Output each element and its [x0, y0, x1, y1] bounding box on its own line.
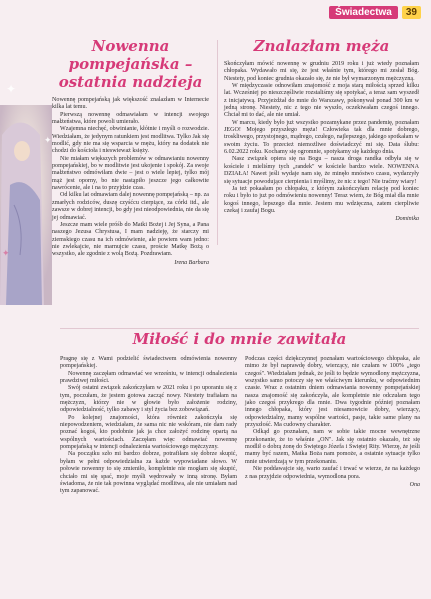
sparkle-icon: ✦ [6, 82, 17, 96]
paragraph: Po kolejnej znajomości, która również zakończyła się niepowodzeniem, wiedziałam, że sama nic nie wskóram, nie dam rady poznać kogoś, kto podobnie jak ja chce założyć rodzinę opartą na wspólnych wartościach. Zaczęłam więc odmawiać nowennę pompejańską w intencji odnalezienia wartościowego mężczyzny. [60, 414, 237, 451]
paragraph: W marcu, kiedy było już wszystko pozamykane przez pandemię, poznałam JEGO! Mojego przyszłego męża! Człowieka tak dla mnie dobrego, troskliwego, przystojnego, mądrego, czułego, najlepszego, jakiego spotkałam w swoim życiu. To przecież niemożliwe doświadczyć mi się. Data ślubu: 6.02.2022 roku. Kochamy się ogromnie, spotykamy się każdego dnia. [224, 119, 419, 156]
paragraph: Swój ostatni związek zakończyłam w 2021 roku i po uporaniu się z tym, poczułam, że jestem gotowa zacząć nowy. Niestety trafiałam na mężczyzn, którzy nie w głowie było założenie rodziny, odpowiedzialność, tylko zabawy i styl życia bez zobowiązań. [60, 385, 237, 414]
column-divider [217, 40, 218, 245]
paragraph: Skończyłam mówić nowennę w grudniu 2019 roku i już wtedy poznałam chłopaka. Wydawało mi się, że jest właśnie tym, którego mi zesłał Bóg. Niestety, pod koniec grudnia okazało się, że nie był wymarzonym mężczyzną. [224, 61, 419, 82]
page-header [329, 6, 421, 19]
paragraph: Od kilku lat odmawiam dalej nowennę pompejańską – np. za zmarłych rodziców, duszę czyśćcu cierpiące, za córki itd., ale zawsze w dobrej intencji, bo gdy jest nieodpowiednia, nie da się jej odmawiać. [52, 192, 209, 221]
paragraph: Nie miałam większych problemów w odmawianiu nowenny pompejańskiej, bo w modlitwie jest ukojenie i spokój. Za swoje małżeństwo odmówiłam dwie – jest o wiele lepiej, tylko mój mąż jest oporny, bo nie nastąpiło jeszcze jego całkowite nawrócenie, ale i na to przyjdzie czas. [52, 155, 209, 192]
article-title: Nowenna pompejańska – ostatnia nadzieja [58, 37, 203, 91]
article-pompejanska [52, 37, 209, 267]
paragraph: Ja też pokaałam po chłopaku, z którym zakończyłam relację pod koniec roku i było to już po odmówieniu nowenny! Teraz wiem, że Bóg miał dla mnie kogoś innego, lepszego dla mnie. Jestem mu wdzięczna, zatem cierpliwie czekaj i zaufaj Bogu. [224, 185, 419, 214]
paragraph: Nasz związek opiera się na Bogu – nasza droga randka odbyła się w kościele i mieliśmy tych „randek" w kościele bardzo wiele. NOWENNA DZIAŁA! Nawet jeśli wydaje nam się, że minęło mnóstwo czasu, wydarzyły się sytuacje powodujące cierpienia i myślimy, że nic z tego! Nie traćmy wiary! [224, 156, 419, 185]
paragraph: Jeszcze mam wiele próśb do Matki Bożej i Jej Syna, a Pana naszego Jezusa Chrystusa, I mam nadzieję, że starczy mi ziemskiego czasu na ich odmówienie, ale powiem wam jedno: nie zwlekajcie, nie marnujcie czasu, proście Matkę Bożą o wszystko, ale zgodnie z wolą Bożą. Pozdrawiam. [52, 221, 209, 258]
sparkle-icon: ✦ [2, 248, 10, 258]
sparkle-icon: ✦ [44, 135, 52, 145]
article-milosc-right [245, 356, 420, 489]
article-title: Znalazłam męża [253, 37, 390, 55]
paragraph: Nie poddawajcie się, warto zaufać i trwać w wierze, że na każdego z nas przyjdzie odpowiednia, wymodlona pora. [245, 466, 420, 480]
paragraph: Nowennę zaczęłam odmawiać we wrześniu, w intencji odnalezienia prawdziwej miłości. [60, 370, 237, 385]
paragraph: Pierwszą nowennę odmawiałam w intencji swojego małżeństwa, które powoli umierało. [52, 111, 209, 126]
paragraph: Odkąd go poznałam, nam w sobie takie mocne wewnętrzne przekonanie, że to właśnie „ON". Jak się ostatnio okazało, też się modlił o dobrą żonę do Świętego Józefa i Świętej Rity. Wierzę, że jeśli mamy być razem, Matka Boża nam pomoże, a ostatnie sytuacje tylko mnie utwierdzają w tym przekonaniu. [245, 429, 420, 465]
page-number: 39 [402, 6, 421, 19]
author-signature: Irena Barbara [174, 259, 209, 266]
paragraph: Wzajemna niechęć, obwinianie, kłótnie i myśli o rozwodzie. Wiedziałam, że jedynym ratunkiem jest modlitwa. Tylko Jak się modlić, gdy nie ma się wsparcia w mężu, który na dodatek nie chodzi do kościoła i nieswieważ księży. [52, 126, 209, 155]
paragraph: Podczas części dziękczynnej poznałam wartościowego chłopaka, ale mimo że był naprawdę dobry, wierzący, nie czułam w 100% „tego czegoś". Wiedziałam jednak, że jeśli to będzie wymodlony mężczyzna, wszystko samo potoczy się we właściwym kierunku, w odpowiednim czasie. Wraz z ostatnim dniem odmawiania nowenny pompejańskiej nasza znajomość się zakończyła, ale kompletnie nie odczułam tego jako czegoś przykrego dla mnie. Dwa tygodnie później poznałam innego chłopaka, który jest niesamowicie dobry, wierzący, odpowiedzialny, mamy wspólne wartości, pasje, takie same plany na przyszłość. Ma cudowny charakter. [245, 356, 420, 429]
section-divider [60, 328, 419, 329]
paragraph: Nowennę pompejańską jak większość znalazłam w Internecie kilka lat temu. [52, 97, 209, 111]
author-signature: Dominika [395, 216, 419, 223]
article-znalazlam-meza [224, 37, 419, 224]
section-label: Świadectwa [329, 6, 398, 19]
article-title: Miłość i do mnie zawitała [132, 330, 347, 348]
author-signature: Ona [409, 481, 420, 488]
paragraph: Na początku szło mi bardzo dobrze, potrafiłam się dobrze skupić, byłam w pełni odpowiedzialna za każde wypowiadane słowo. W połowie nowenny to się zmieniło, kompletnie nie mogłam się skupić, chciało mi się spać, moje myśli wędrowały w inną stronę. Byłam świadoma, że nie tak powinna wyglądać modlitwa, ale nie umiałam nad tym zapanować. [60, 451, 237, 495]
paragraph: W międzyczasie odnowiłam znajomość z moja starą miłością sprzed kilku lat. Wcześniej po nieszczęśliwie rozstaliśmy się spotykać, a teraz sam wyszedł z inicjatywą. Przyjeżdżał do mnie do Warszawy, pokonywał ponad 300 km w jedną stronę. Niestety, nic z tego nie wyszło, oczekiwałam czegoś innego. Chciał mi to dać, ale nie umiał. [224, 83, 419, 119]
article-milosc-left [60, 356, 237, 496]
paragraph: Pragnę się z Wami podzielić świadectwem odmówienia nowenny pompejańskiej. [60, 356, 237, 370]
